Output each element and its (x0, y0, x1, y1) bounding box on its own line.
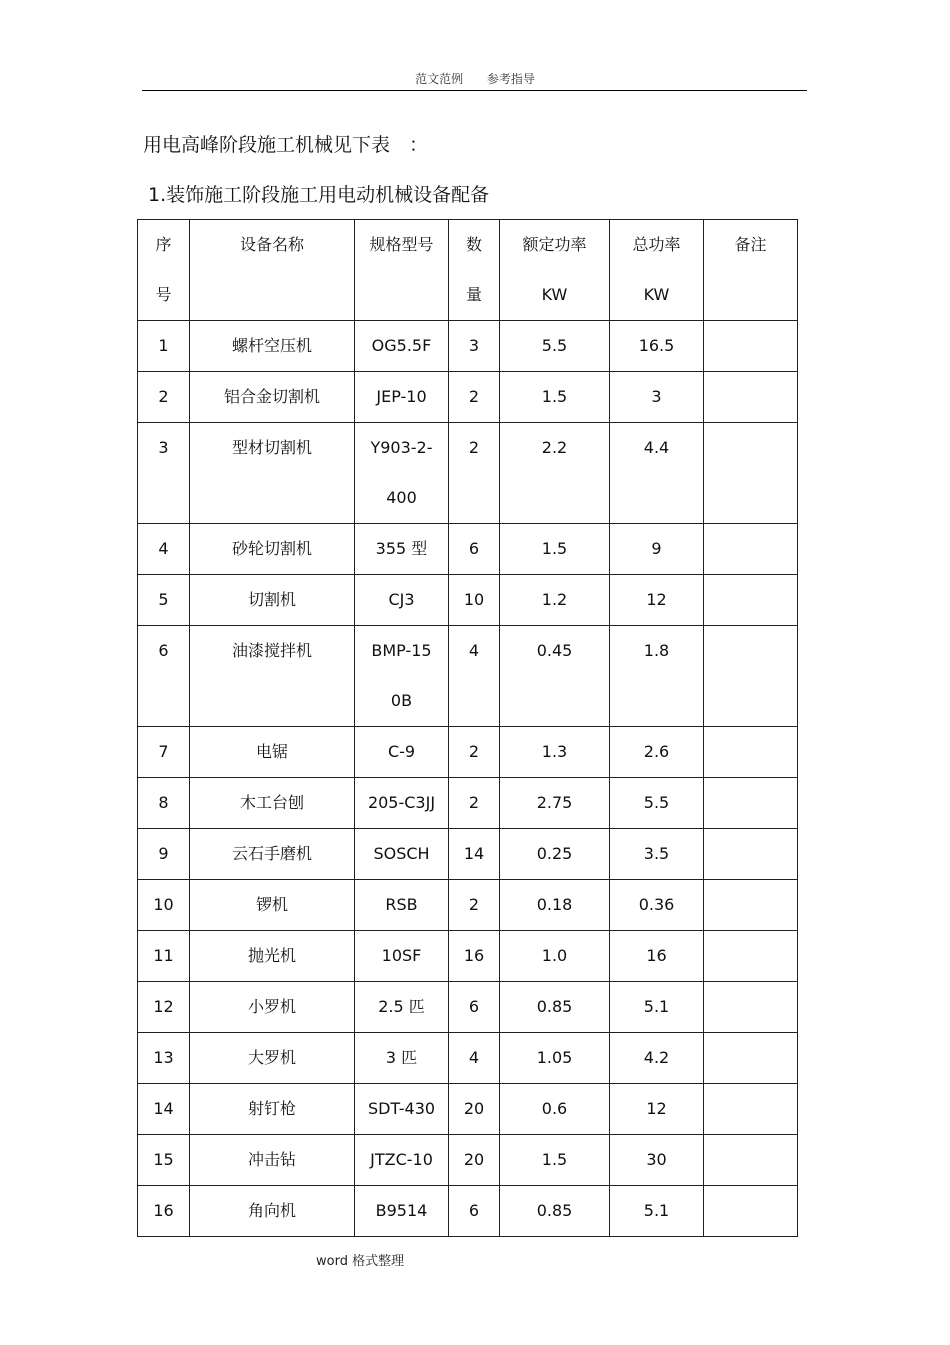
cell-equipment-name: 锣机 (190, 880, 355, 931)
cell-model (355, 575, 449, 626)
header-cell-total-power (610, 220, 704, 321)
cell-rated-power: 1.5 (500, 524, 610, 575)
cell-line: 400 (386, 488, 417, 507)
cell-equipment-name: 螺杆空压机 (190, 321, 355, 372)
cell-remarks (704, 982, 798, 1033)
cell-total-power: 3 (610, 372, 704, 423)
cell-rated-power: 1.05 (500, 1033, 610, 1084)
header-cell-line: 量 (465, 285, 482, 304)
cell-total-power: 9 (610, 524, 704, 575)
page-footer: word 格式整理 (316, 1254, 405, 1269)
cell-no: 13 (138, 1033, 190, 1084)
cell-rated-power: 0.85 (500, 1186, 610, 1237)
header-cell-line: 备注 (734, 235, 767, 254)
cell-remarks (704, 321, 798, 372)
cell-total-power: 4.4 (610, 423, 704, 524)
cell-remarks (704, 626, 798, 727)
cell-line: Y903-2- (370, 438, 433, 457)
cell-model (355, 778, 449, 829)
cell-remarks (704, 372, 798, 423)
cell-line: 2.5 匹 (378, 997, 425, 1016)
header-cell-rated-power (500, 220, 610, 321)
equipment-table (137, 219, 798, 1237)
cell-quantity: 4 (449, 1033, 500, 1084)
cell-model (355, 1033, 449, 1084)
table-row (138, 575, 798, 626)
header-cell-line: 规格型号 (369, 235, 434, 254)
cell-remarks (704, 727, 798, 778)
cell-no: 1 (138, 321, 190, 372)
cell-quantity: 2 (449, 727, 500, 778)
table-row (138, 1084, 798, 1135)
cell-no: 9 (138, 829, 190, 880)
cell-total-power: 0.36 (610, 880, 704, 931)
table-row (138, 829, 798, 880)
cell-quantity: 10 (449, 575, 500, 626)
cell-equipment-name: 云石手磨机 (190, 829, 355, 880)
cell-model (355, 321, 449, 372)
header-cell-remarks (704, 220, 798, 321)
cell-total-power: 2.6 (610, 727, 704, 778)
header-cell-line: 数 (465, 235, 482, 254)
cell-equipment-name: 切割机 (190, 575, 355, 626)
cell-quantity: 20 (449, 1135, 500, 1186)
header-cell-line: 设备名称 (239, 235, 304, 254)
cell-remarks (704, 1135, 798, 1186)
cell-no: 11 (138, 931, 190, 982)
cell-rated-power: 1.5 (500, 372, 610, 423)
cell-no: 3 (138, 423, 190, 524)
cell-equipment-name: 电锯 (190, 727, 355, 778)
cell-remarks (704, 778, 798, 829)
header-cell-line: 号 (155, 285, 172, 304)
cell-quantity: 20 (449, 1084, 500, 1135)
header-left-text: 范文范例 (415, 72, 464, 86)
cell-remarks (704, 829, 798, 880)
cell-rated-power: 0.18 (500, 880, 610, 931)
table-row (138, 931, 798, 982)
cell-line: BMP-15 (371, 641, 432, 660)
cell-equipment-name: 铝合金切割机 (190, 372, 355, 423)
table-row (138, 321, 798, 372)
cell-no: 12 (138, 982, 190, 1033)
cell-rated-power: 0.45 (500, 626, 610, 727)
cell-remarks (704, 1033, 798, 1084)
cell-rated-power: 1.2 (500, 575, 610, 626)
cell-model (355, 931, 449, 982)
header-cell-line: 序 (155, 235, 172, 254)
cell-equipment-name: 抛光机 (190, 931, 355, 982)
table-row (138, 1186, 798, 1237)
cell-rated-power: 0.25 (500, 829, 610, 880)
cell-remarks (704, 524, 798, 575)
table-row (138, 727, 798, 778)
cell-total-power: 5.1 (610, 1186, 704, 1237)
cell-line: SOSCH (373, 844, 430, 863)
cell-line: 10SF (381, 946, 422, 965)
cell-equipment-name: 小罗机 (190, 982, 355, 1033)
cell-rated-power: 5.5 (500, 321, 610, 372)
cell-no: 4 (138, 524, 190, 575)
cell-quantity: 2 (449, 880, 500, 931)
section-title: 1.装饰施工阶段施工用电动机械设备配备 (148, 184, 490, 206)
cell-rated-power: 0.85 (500, 982, 610, 1033)
header-cell-line: 总功率 (632, 235, 681, 254)
cell-remarks (704, 1084, 798, 1135)
cell-quantity: 2 (449, 423, 500, 524)
header-cell-line: 额定功率 (522, 235, 587, 254)
cell-remarks (704, 880, 798, 931)
cell-line: JTZC-10 (370, 1150, 433, 1169)
cell-rated-power: 1.3 (500, 727, 610, 778)
page-header (0, 70, 950, 87)
cell-model (355, 423, 449, 524)
cell-no: 10 (138, 880, 190, 931)
cell-total-power: 30 (610, 1135, 704, 1186)
cell-equipment-name: 冲击钻 (190, 1135, 355, 1186)
cell-line: C-9 (387, 742, 416, 761)
cell-equipment-name: 大罗机 (190, 1033, 355, 1084)
cell-model (355, 1135, 449, 1186)
cell-model (355, 372, 449, 423)
header-cell-qty (449, 220, 500, 321)
header-right-text: 参考指导 (486, 72, 535, 86)
cell-quantity: 6 (449, 1186, 500, 1237)
cell-line: OG5.5F (371, 336, 432, 355)
table-row (138, 880, 798, 931)
cell-quantity: 6 (449, 982, 500, 1033)
intro-text: 用电高峰阶段施工机械见下表 ： (143, 134, 429, 156)
cell-line: B9514 (375, 1201, 428, 1220)
cell-rated-power: 1.0 (500, 931, 610, 982)
cell-equipment-name: 油漆搅拌机 (190, 626, 355, 727)
cell-no: 14 (138, 1084, 190, 1135)
cell-line: JEP-10 (376, 387, 427, 406)
cell-model (355, 1186, 449, 1237)
cell-line: 355 型 (375, 539, 428, 558)
cell-remarks (704, 1186, 798, 1237)
cell-total-power: 4.2 (610, 1033, 704, 1084)
cell-quantity: 16 (449, 931, 500, 982)
cell-line: 0B (390, 691, 413, 710)
cell-total-power: 12 (610, 575, 704, 626)
cell-line: SDT-430 (367, 1099, 436, 1118)
table-row (138, 372, 798, 423)
cell-model (355, 1084, 449, 1135)
cell-line: RSB (385, 895, 418, 914)
table-row (138, 982, 798, 1033)
cell-remarks (704, 931, 798, 982)
cell-no: 15 (138, 1135, 190, 1186)
cell-quantity: 2 (449, 778, 500, 829)
header-cell-name (190, 220, 355, 321)
cell-model (355, 829, 449, 880)
header-cell-no (138, 220, 190, 321)
table-row (138, 423, 798, 524)
cell-equipment-name: 角向机 (190, 1186, 355, 1237)
table-row (138, 524, 798, 575)
cell-no: 2 (138, 372, 190, 423)
cell-equipment-name: 型材切割机 (190, 423, 355, 524)
cell-model (355, 626, 449, 727)
cell-quantity: 14 (449, 829, 500, 880)
cell-no: 16 (138, 1186, 190, 1237)
cell-model (355, 524, 449, 575)
header-cell-line: KW (643, 285, 670, 304)
cell-total-power: 5.5 (610, 778, 704, 829)
cell-rated-power: 2.2 (500, 423, 610, 524)
cell-model (355, 880, 449, 931)
cell-line: 205-C3JJ (367, 793, 436, 812)
header-cell-line: KW (541, 285, 568, 304)
header-cell-model (355, 220, 449, 321)
cell-rated-power: 0.6 (500, 1084, 610, 1135)
cell-quantity: 4 (449, 626, 500, 727)
cell-total-power: 5.1 (610, 982, 704, 1033)
cell-no: 5 (138, 575, 190, 626)
cell-rated-power: 2.75 (500, 778, 610, 829)
cell-quantity: 3 (449, 321, 500, 372)
cell-model (355, 982, 449, 1033)
table-row (138, 1033, 798, 1084)
equipment-table-body (138, 220, 798, 1237)
table-row (138, 1135, 798, 1186)
cell-remarks (704, 575, 798, 626)
cell-total-power: 3.5 (610, 829, 704, 880)
cell-total-power: 12 (610, 1084, 704, 1135)
cell-quantity: 6 (449, 524, 500, 575)
table-row (138, 626, 798, 727)
cell-remarks (704, 423, 798, 524)
cell-total-power: 16.5 (610, 321, 704, 372)
table-row (138, 778, 798, 829)
table-header-row (138, 220, 798, 321)
cell-rated-power: 1.5 (500, 1135, 610, 1186)
cell-total-power: 1.8 (610, 626, 704, 727)
cell-total-power: 16 (610, 931, 704, 982)
header-rule (142, 90, 807, 91)
cell-no: 8 (138, 778, 190, 829)
cell-no: 7 (138, 727, 190, 778)
cell-line: 3 匹 (385, 1048, 418, 1067)
cell-no: 6 (138, 626, 190, 727)
cell-quantity: 2 (449, 372, 500, 423)
cell-model (355, 727, 449, 778)
cell-equipment-name: 射钉枪 (190, 1084, 355, 1135)
cell-equipment-name: 木工台刨 (190, 778, 355, 829)
cell-equipment-name: 砂轮切割机 (190, 524, 355, 575)
cell-line: CJ3 (388, 590, 415, 609)
